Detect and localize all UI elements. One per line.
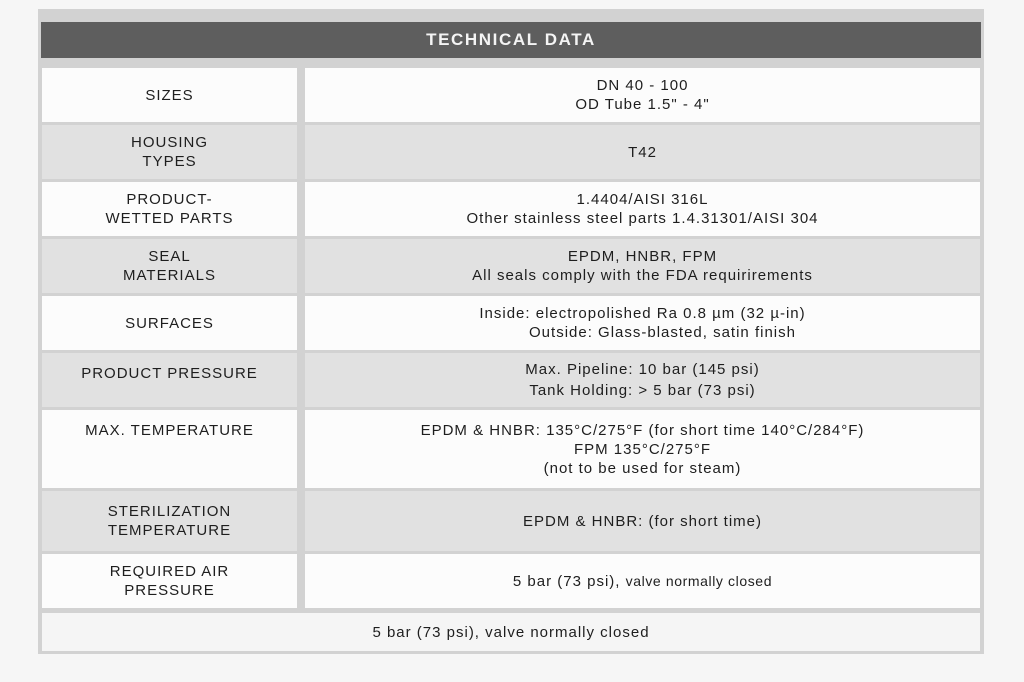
label-line: PRODUCT PRESSURE [81, 365, 258, 382]
value-line: EPDM & HNBR: 135°C/275°F (for short time 140°C/284°F) [420, 421, 865, 439]
table-row-housing-types [41, 125, 981, 179]
technical-data-table [38, 9, 984, 654]
value-line: DN 40 - 100 [596, 77, 689, 94]
label-line: WETTED PARTS [105, 210, 234, 227]
row-label [42, 125, 297, 179]
row-value [305, 491, 980, 551]
value-line: All seals comply with the FDA requirirements [472, 267, 813, 284]
value-line: EPDM & HNBR: (for short time) [522, 512, 763, 530]
label-line: REQUIRED AIR [109, 563, 230, 580]
row-value [305, 296, 980, 350]
value-line [513, 572, 772, 591]
row-value [305, 68, 980, 122]
value-line: Outside: Glass-blasted, satin finish [529, 324, 796, 341]
table-row-surfaces [41, 296, 981, 350]
label-line: SEAL [148, 248, 191, 265]
label-line: TYPES [142, 153, 197, 170]
row-value [305, 353, 980, 407]
label-line: HOUSING [130, 134, 208, 151]
table-row-max-temperature [41, 410, 981, 488]
label-line: MATERIALS [123, 267, 216, 284]
row-label [42, 491, 297, 551]
table-row-seal-materials [41, 239, 981, 293]
table-row-sterilization-temperature [41, 491, 981, 551]
value-line: Tank Holding: > 5 bar (73 psi) [529, 382, 756, 399]
row-label [42, 182, 297, 236]
value-main-text: 5 bar (73 psi), [512, 572, 621, 590]
value-line: OD Tube 1.5" - 4" [575, 96, 710, 113]
row-label [42, 296, 297, 350]
value-line: 1.4404/AISI 316L [576, 191, 709, 208]
value-line: FPM 135°C/275°F [573, 440, 712, 458]
label-line: STERILIZATION [107, 503, 232, 520]
label-line: PRODUCT- [126, 191, 213, 208]
row-label [42, 68, 297, 122]
row-value [305, 239, 980, 293]
value-line: T42 [628, 143, 657, 161]
row-label [42, 554, 297, 608]
table-row-required-air-pressure [41, 554, 981, 608]
row-value [305, 554, 980, 608]
row-value [305, 182, 980, 236]
row-value [305, 410, 980, 488]
table-row-product-pressure [41, 353, 981, 407]
label-line: PRESSURE [124, 582, 215, 599]
label-line: SIZES [145, 86, 194, 104]
value-line: (not to be used for steam) [543, 459, 742, 477]
table-title: TECHNICAL DATA [41, 22, 981, 58]
value-rest-text: valve normally closed [625, 572, 773, 589]
value-line: EPDM, HNBR, FPM [567, 248, 718, 265]
label-line: MAX. TEMPERATURE [85, 422, 254, 439]
label-line: TEMPERATURE [107, 522, 232, 539]
table-row-sizes [41, 68, 981, 122]
row-label [42, 410, 297, 488]
value-line: Max. Pipeline: 10 bar (145 psi) [525, 361, 760, 378]
value-line: Inside: electropolished Ra 0.8 µm (32 µ-in) [479, 305, 806, 322]
table-footer: 5 bar (73 psi), valve normally closed [42, 613, 980, 651]
table-row-product-wetted-parts [41, 182, 981, 236]
row-label [42, 239, 297, 293]
row-value [305, 125, 980, 179]
value-line: Other stainless steel parts 1.4.31301/AISI 304 [466, 210, 819, 227]
table-body [41, 68, 981, 608]
label-line: SURFACES [125, 314, 214, 332]
row-label [42, 353, 297, 407]
